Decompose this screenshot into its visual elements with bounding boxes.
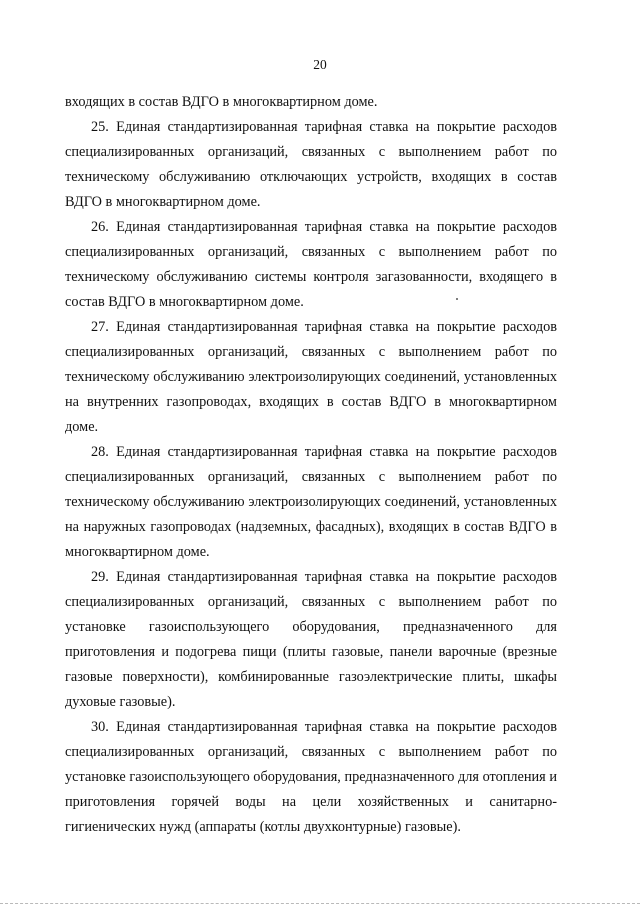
paragraph-27: 27. Единая стандартизированная тарифная ставка на покрытие расходов специализированных организаций, связанных с выполнением работ по техническому обслуживанию электроизолирующих соединений, установленных на внутренних газопроводах, входящих в состав ВДГО в многоквартирном доме. — [65, 319, 557, 435]
paragraph-28: 28. Единая стандартизированная тарифная ставка на покрытие расходов специализированных организаций, связанных с выполнением работ по техническому обслуживанию электроизолирующих соединений, установленных на наружных газопроводах (надземных, фасадных), входящих в состав ВДГО в многоквартирном доме. — [65, 444, 557, 560]
paragraph-continuation: входящих в состав ВДГО в многоквартирном доме. — [65, 94, 378, 110]
paragraph-25: 25. Единая стандартизированная тарифная ставка на покрытие расходов специализированных организаций, связанных с выполнением работ по техническому обслуживанию отключающих устройств, входящих в состав ВДГО в многоквартирном доме. — [65, 119, 557, 210]
paragraph-29: 29. Единая стандартизированная тарифная ставка на покрытие расходов специализированных организаций, связанных с выполнением работ по установке газоиспользующего оборудования, предназначенного для приготовления и подогрева пищи (плиты газовые, панели варочные (врезные газовые поверхности), комбинированные газоэлектрические плиты, шкафы духовые газовые). — [65, 569, 557, 710]
paragraph-30: 30. Единая стандартизированная тарифная ставка на покрытие расходов специализированных организаций, связанных с выполнением работ по установке газоиспользующего оборудования, предназначенного для отопления и приготовления горячей воды на цели хозяйственных и санитарно-гигиенических нужд (аппараты (котлы двухконтурные) газовые). — [65, 719, 557, 835]
scan-speck — [456, 298, 458, 300]
scan-edge-line — [0, 903, 640, 904]
document-body — [65, 90, 557, 840]
paragraph-26: 26. Единая стандартизированная тарифная ставка на покрытие расходов специализированных организаций, связанных с выполнением работ по техническому обслуживанию системы контроля загазованности, входящего в состав ВДГО в многоквартирном доме. — [65, 219, 557, 310]
page-number: 20 — [313, 57, 327, 72]
